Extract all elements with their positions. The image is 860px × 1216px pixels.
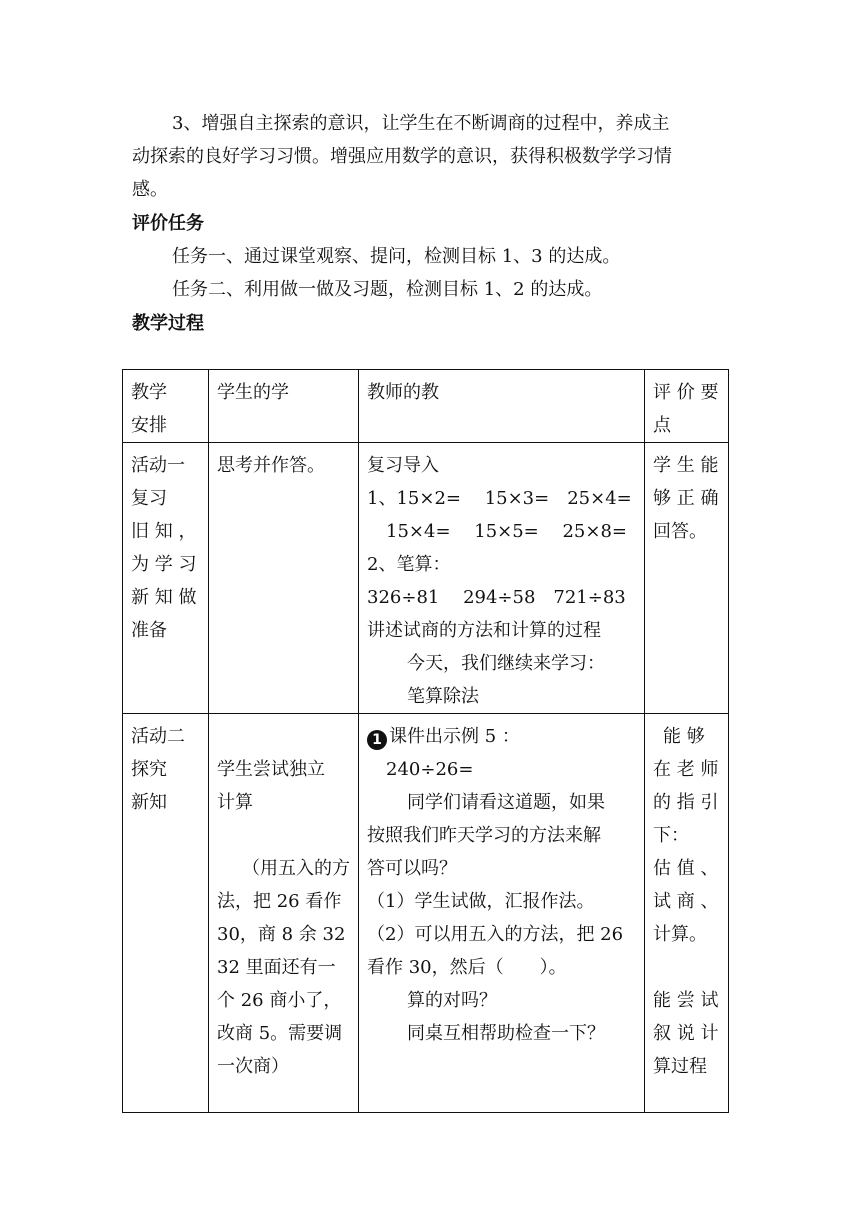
row2-eval: 能 够 在 老 师 的 指 引 下： 估 值 、 试 商 、 计算。 能 尝 试 叙 说 计 算过程 [645,714,729,1113]
header-student: 学生的学 [209,370,359,443]
row1-arrange: 活动一 复习 旧 知 ， 为 学 习 新 知 做 准备 [123,443,209,714]
process-heading: 教学过程 [132,313,204,334]
row1-teacher: 复习导入 1、15×2= 15×3= 25×4= 15×4= 15×5= 25×8= 2、笔算： 326÷81 294÷58 721÷83 讲述试商的方法和计算的过程 今天，我们继续来学习： 笔算除法 [359,443,645,714]
row2-student: 学生尝试独立 计算 （用五入的方 法，把 26 看作 30，商 8 余 32 32 里面还有一 个 26 商小了， 改商 5。需要调 一次商） [209,714,359,1113]
goal-3-line-2: 动探索的良好学习习惯。增强应用数学的意识，获得积极数学学习情 [132,146,672,167]
eval-task-2: 任务二、利用做一做及习题，检测目标 1、2 的达成。 [172,279,603,300]
goal-3-line-1: 3、增强自主探索的意识，让学生在不断调商的过程中，养成主 [172,113,670,134]
table-row-activity-2 [123,714,729,1113]
process-table [122,369,729,1113]
example-5-line: 1 课件出示例 5 ： [367,720,636,753]
row1-eval: 学 生 能 够 正 确 回答。 [645,443,729,714]
table-header-row [123,370,729,443]
header-teacher: 教师的教 [359,370,645,443]
table-row-activity-1 [123,443,729,714]
goal-3-line-3: 感。 [132,179,168,200]
header-arrange: 教学 安排 [123,370,209,443]
row1-student: 思考并作答。 [209,443,359,714]
eval-task-1: 任务一、通过课堂观察、提问，检测目标 1、3 的达成。 [172,246,621,267]
header-eval: 评 价 要 点 [645,370,729,443]
row2-teacher: 1 课件出示例 5 ： 240÷26= 同学们请看这道题，如果 按照我们昨天学习的方法来解 答可以吗？ （1）学生试做，汇报作法。 （2）可以用五入的方法，把 26 看作 30，然后（ ）。 算的对吗？ 同桌互相帮助检查一下？ [359,714,645,1113]
eval-heading: 评价任务 [132,213,204,234]
goal-3-paragraph [132,107,730,206]
number-1-badge-icon: 1 [367,730,387,750]
row2-arrange: 活动二 探究 新知 [123,714,209,1113]
